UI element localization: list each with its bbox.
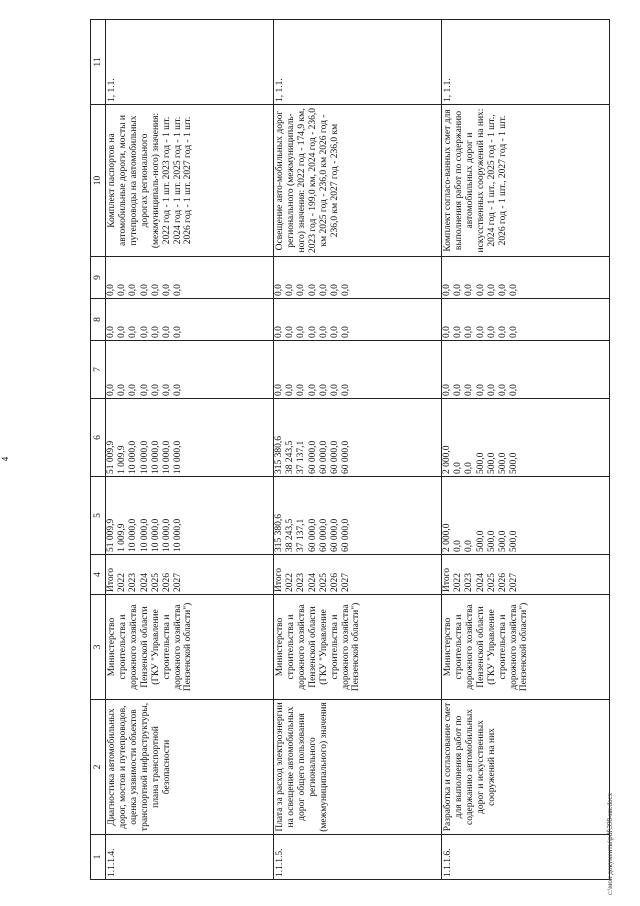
value: 0,0 (453, 326, 464, 338)
value: 0,0 (296, 326, 307, 338)
year: 2022 (285, 573, 296, 592)
value: 0,0 (464, 384, 475, 396)
indicator: Освещение авто-мобильных дорог регионального (межмуниципаль-ного) значения: 2022 год - 174,9 км, 2023 год - 199,0 км, 2024 год - 236,0 км 2025 год - 236,0 км 2026 год - 236,0 км 2027 год - 236,0 км (274, 105, 442, 257)
value: 0,0 (307, 384, 318, 396)
year: 2025 (486, 573, 497, 592)
funding-col9-cell (106, 257, 274, 299)
value: 500,0 (475, 452, 486, 474)
value: 0,0 (442, 326, 452, 338)
value: 10 000,0 (128, 440, 139, 474)
value: 10 000,0 (173, 440, 184, 474)
activity-name: Разработка и согласование смет для выполнения работ по содержанию автомобильных дорог и искусственных сооружений на них (442, 700, 610, 835)
row-code: 1.1.1.6. (442, 835, 610, 880)
value: 0,0 (296, 384, 307, 396)
col-num: 10 (91, 105, 106, 257)
value: 0,0 (464, 284, 475, 296)
value: 0,0 (161, 326, 172, 338)
col-num: 6 (91, 399, 106, 477)
activity-name: Диагностика автомобильных дорог, мостов и путепроводов, оценка уязвимости объектов транспортной инфраструктуры, плана транспортной безопасности (106, 700, 274, 835)
link-ref: 1, 1.1. (274, 20, 442, 105)
value: 51 009,9 (106, 440, 116, 474)
year: 2027 (341, 573, 352, 592)
indicator: Комплект согласо-ванных смет для выполнения работ по содержанию автомобильных дорог и искусственных сооружений на них: 2024 год - 1 шт., 2025 год - 1 шт., 2026 год - 1 шт., 2027 год - 1 шт. (442, 105, 610, 257)
year: 2027 (173, 573, 184, 592)
years-cell (274, 555, 442, 595)
value: 0,0 (464, 326, 475, 338)
value: 0,0 (318, 384, 329, 396)
year: 2022 (117, 573, 128, 592)
program-activities-table (90, 19, 610, 880)
value: 60 000,0 (318, 440, 329, 474)
value: 0,0 (453, 462, 464, 474)
year: 2025 (150, 573, 161, 592)
page-number: 4 (0, 456, 10, 462)
value: 51 009,9 (106, 518, 116, 552)
value: 1 009,9 (117, 445, 128, 474)
value: 2 000,0 (442, 523, 452, 552)
value: 0,0 (475, 284, 486, 296)
total-funding-cell (274, 477, 442, 555)
value: 0,0 (106, 384, 116, 396)
value: 0,0 (486, 326, 497, 338)
link-ref: 1, 1.1. (106, 20, 274, 105)
value: 0,0 (453, 384, 464, 396)
table-row (442, 20, 610, 880)
year: 2027 (509, 573, 520, 592)
value: 0,0 (307, 284, 318, 296)
value: 0,0 (341, 284, 352, 296)
value: 500,0 (486, 452, 497, 474)
year: 2026 (329, 573, 340, 592)
col-num: 3 (91, 595, 106, 700)
executor: Министерство строительства и дорожного хозяйства Пензенской области (ГКУ "Управление строительства и дорожного хозяйства Пензенской области") (106, 595, 274, 700)
value: 0,0 (128, 284, 139, 296)
value: 0,0 (150, 284, 161, 296)
year: 2024 (475, 573, 486, 592)
col-num: 2 (91, 700, 106, 835)
row-code: 1.1.1.5. (274, 835, 442, 880)
col-num: 4 (91, 555, 106, 595)
value: 0,0 (296, 284, 307, 296)
value: 10 000,0 (150, 518, 161, 552)
value: 0,0 (274, 326, 284, 338)
table-row (274, 20, 442, 880)
table-container (90, 20, 610, 880)
value: 0,0 (318, 326, 329, 338)
funding-col8-cell (274, 299, 442, 341)
year: 2026 (497, 573, 508, 592)
value: 0,0 (509, 326, 520, 338)
value: 0,0 (285, 384, 296, 396)
value: 1 009,9 (117, 523, 128, 552)
value: 10 000,0 (161, 440, 172, 474)
value: 10 000,0 (139, 518, 150, 552)
indicator: Комплект паспортов на автомобильные дороги, мосты и путепроводы на автомобильных дорогах регионального (межмуниципаль-ного) значения: 2022 год - 1 шт. 2023 год - 1 шт. 2024 год - 1 шт. 2025 год - 1 шт. 2026 год - 1 шт. 2027 год - 1 шт. (106, 105, 274, 257)
regional-funding-cell (442, 399, 610, 477)
value: 0,0 (497, 284, 508, 296)
value: 0,0 (475, 326, 486, 338)
funding-col8-cell (106, 299, 274, 341)
value: 0,0 (274, 284, 284, 296)
value: 500,0 (497, 452, 508, 474)
value: 60 000,0 (341, 440, 352, 474)
executor: Министерство строительства и дорожного хозяйства Пензенской области (ГКУ "Управление строительства и дорожного хозяйства Пензенской области") (274, 595, 442, 700)
value: 0,0 (307, 326, 318, 338)
row-code: 1.1.1.4. (106, 835, 274, 880)
year: 2024 (307, 573, 318, 592)
value: 0,0 (486, 284, 497, 296)
col-num: 11 (91, 20, 106, 105)
col-num: 8 (91, 299, 106, 341)
value: 0,0 (341, 326, 352, 338)
value: 500,0 (497, 530, 508, 552)
value: 0,0 (329, 384, 340, 396)
years-cell (442, 555, 610, 595)
value: 37 137,1 (296, 518, 307, 552)
value: 10 000,0 (139, 440, 150, 474)
value: 0,0 (509, 284, 520, 296)
value: 60 000,0 (329, 518, 340, 552)
value: 0,0 (497, 326, 508, 338)
column-number-row (91, 20, 106, 880)
regional-funding-cell (106, 399, 274, 477)
value: 0,0 (341, 384, 352, 396)
funding-col7-cell (442, 341, 610, 399)
value: 0,0 (442, 284, 452, 296)
value: 0,0 (128, 326, 139, 338)
year: Итого (106, 567, 116, 592)
value: 0,0 (329, 284, 340, 296)
year: 2022 (453, 573, 464, 592)
link-ref: 1, 1.1. (442, 20, 610, 105)
value: 500,0 (475, 530, 486, 552)
value: 315 380,6 (274, 436, 284, 474)
year: 2025 (318, 573, 329, 592)
value: 60 000,0 (307, 518, 318, 552)
value: 0,0 (285, 326, 296, 338)
col-num: 1 (91, 835, 106, 880)
value: 0,0 (442, 384, 452, 396)
year: Итого (274, 567, 284, 592)
value: 0,0 (475, 384, 486, 396)
year: 2023 (128, 573, 139, 592)
value: 0,0 (464, 462, 475, 474)
value: 0,0 (139, 326, 150, 338)
value: 0,0 (117, 326, 128, 338)
year: 2024 (139, 573, 150, 592)
funding-col8-cell (442, 299, 610, 341)
footer-file-path: c:\мои документы\pdf\398-ин.docx (606, 792, 614, 895)
value: 0,0 (161, 384, 172, 396)
value: 0,0 (173, 326, 184, 338)
value: 500,0 (486, 530, 497, 552)
value: 0,0 (173, 384, 184, 396)
value: 0,0 (464, 540, 475, 552)
col-num: 5 (91, 477, 106, 555)
value: 0,0 (117, 284, 128, 296)
value: 0,0 (453, 284, 464, 296)
total-funding-cell (106, 477, 274, 555)
value: 37 137,1 (296, 440, 307, 474)
value: 0,0 (497, 384, 508, 396)
value: 0,0 (453, 540, 464, 552)
year: 2023 (296, 573, 307, 592)
value: 60 000,0 (329, 440, 340, 474)
value: 500,0 (509, 452, 520, 474)
value: 0,0 (509, 384, 520, 396)
value: 60 000,0 (307, 440, 318, 474)
funding-col9-cell (442, 257, 610, 299)
value: 0,0 (274, 384, 284, 396)
table-row (106, 20, 274, 880)
value: 0,0 (117, 384, 128, 396)
funding-col7-cell (106, 341, 274, 399)
year: 2023 (464, 573, 475, 592)
executor: Министерство строительства и дорожного хозяйства Пензенской области (ГКУ "Управление строительства и дорожного хозяйства Пензенской области") (442, 595, 610, 700)
value: 0,0 (329, 326, 340, 338)
total-funding-cell (442, 477, 610, 555)
value: 38 243,5 (285, 518, 296, 552)
regional-funding-cell (274, 399, 442, 477)
value: 0,0 (128, 384, 139, 396)
value: 38 243,5 (285, 440, 296, 474)
value: 0,0 (285, 284, 296, 296)
col-num: 7 (91, 341, 106, 399)
activity-name: Плата за расход электроэнергии на освещение автомобильных дорог общего пользования регионального (межмуниципального) значения (274, 700, 442, 835)
value: 0,0 (486, 384, 497, 396)
value: 0,0 (139, 284, 150, 296)
value: 500,0 (509, 530, 520, 552)
year: 2026 (161, 573, 172, 592)
year: Итого (442, 567, 452, 592)
value: 2 000,0 (442, 445, 452, 474)
value: 0,0 (161, 284, 172, 296)
value: 0,0 (106, 284, 116, 296)
value: 0,0 (150, 384, 161, 396)
value: 0,0 (318, 284, 329, 296)
value: 10 000,0 (150, 440, 161, 474)
value: 315 380,6 (274, 514, 284, 552)
years-cell (106, 555, 274, 595)
value: 10 000,0 (173, 518, 184, 552)
value: 10 000,0 (161, 518, 172, 552)
value: 0,0 (173, 284, 184, 296)
value: 0,0 (106, 326, 116, 338)
value: 0,0 (139, 384, 150, 396)
value: 10 000,0 (128, 518, 139, 552)
col-num: 9 (91, 257, 106, 299)
funding-col9-cell (274, 257, 442, 299)
value: 60 000,0 (341, 518, 352, 552)
value: 0,0 (150, 326, 161, 338)
value: 60 000,0 (318, 518, 329, 552)
funding-col7-cell (274, 341, 442, 399)
rotated-table-area (90, 20, 610, 880)
